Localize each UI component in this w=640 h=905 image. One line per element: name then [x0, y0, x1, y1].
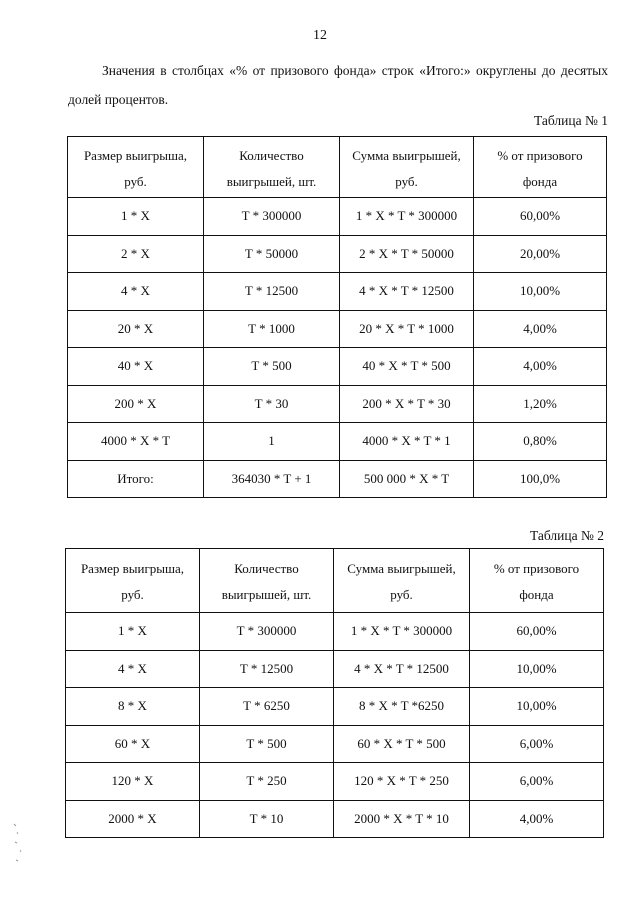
- column-header-line: руб.: [121, 587, 144, 602]
- table-cell: 4,00%: [474, 310, 607, 348]
- column-header-line: фонда: [522, 173, 558, 189]
- table-cell: T * 50000: [204, 235, 340, 273]
- table-cell: 2 * X * T * 50000: [340, 235, 474, 273]
- table1-caption: Таблица № 1: [534, 113, 608, 128]
- table-cell: 60,00%: [474, 198, 607, 236]
- table-cell: 0,80%: [474, 423, 607, 461]
- column-header-line: Количество: [239, 147, 304, 163]
- column-header-line: руб.: [395, 173, 418, 189]
- column-header-line: Сумма выигрышей,: [352, 147, 461, 163]
- table-cell: 1 * X * T * 300000: [334, 613, 470, 651]
- column-header-line: Сумма выигрышей,: [347, 561, 456, 576]
- column-header-line: фонда: [519, 587, 554, 602]
- column-header-line: % от призового: [497, 147, 583, 163]
- table-cell: 4 * X * T * 12500: [334, 650, 470, 688]
- prize-table-1: [67, 136, 607, 498]
- table-cell: T * 10: [200, 800, 334, 838]
- table-header-row: [68, 137, 607, 198]
- table-cell: 8 * X * T *6250: [334, 688, 470, 726]
- table-cell: 10,00%: [470, 650, 604, 688]
- table-row: [68, 310, 607, 348]
- intro-paragraph: Значения в столбцах «% от призового фонда» строк «Итого:» округлены до десятых долей процентов.: [68, 63, 608, 107]
- column-header: [68, 137, 204, 198]
- table-cell: 6,00%: [470, 725, 604, 763]
- table-cell: 120 * X: [66, 763, 200, 801]
- table-row: [68, 348, 607, 386]
- table-cell: 1,20%: [474, 385, 607, 423]
- table-row: [66, 725, 604, 763]
- table-cell: 200 * X: [68, 385, 204, 423]
- table-cell: 6,00%: [470, 763, 604, 801]
- column-header-line: выигрышей, шт.: [226, 173, 317, 189]
- column-header-line: Размер выигрыша,: [80, 561, 185, 576]
- table-cell: 40 * X * T * 500: [340, 348, 474, 386]
- table-cell: T * 300000: [200, 613, 334, 651]
- table-cell: T * 500: [204, 348, 340, 386]
- table-cell: 1 * X: [68, 198, 204, 236]
- column-header-line: Размер выигрыша,: [83, 147, 188, 163]
- table-cell: 10,00%: [474, 273, 607, 311]
- table-cell: T * 1000: [204, 310, 340, 348]
- table-row: [68, 198, 607, 236]
- table-cell: 1: [204, 423, 340, 461]
- table-cell: 20 * X * T * 1000: [340, 310, 474, 348]
- table-header-row: [66, 549, 604, 613]
- table-cell: 2 * X: [68, 235, 204, 273]
- table-cell: 1 * X * T * 300000: [340, 198, 474, 236]
- column-header: [470, 549, 604, 613]
- column-header-line: руб.: [124, 173, 147, 189]
- table-cell: 2000 * X * T * 10: [334, 800, 470, 838]
- column-header: [200, 549, 334, 613]
- table-cell: 2000 * X: [66, 800, 200, 838]
- table-cell: Итого:: [68, 460, 204, 498]
- table-cell: T * 12500: [200, 650, 334, 688]
- table-cell: 60 * X * T * 500: [334, 725, 470, 763]
- table-cell: 40 * X: [68, 348, 204, 386]
- table-row: [66, 650, 604, 688]
- table-cell: 4 * X: [66, 650, 200, 688]
- column-header-line: Количество: [234, 561, 299, 576]
- table-row: [66, 800, 604, 838]
- table-cell: 20,00%: [474, 235, 607, 273]
- table-cell: 60 * X: [66, 725, 200, 763]
- column-header: [204, 137, 340, 198]
- table-row: [68, 460, 607, 498]
- table-cell: T * 12500: [204, 273, 340, 311]
- table-row: [68, 273, 607, 311]
- column-header-line: % от призового: [493, 561, 580, 576]
- table-cell: 364030 * T + 1: [204, 460, 340, 498]
- column-header-line: руб.: [390, 587, 413, 602]
- column-header: [474, 137, 607, 198]
- table-cell: 10,00%: [470, 688, 604, 726]
- table-cell: 4000 * X * T * 1: [340, 423, 474, 461]
- prize-table-2: [65, 548, 604, 838]
- table-cell: T * 6250: [200, 688, 334, 726]
- table-cell: 1 * X: [66, 613, 200, 651]
- table-cell: T * 500: [200, 725, 334, 763]
- table-row: [68, 385, 607, 423]
- table-row: [68, 235, 607, 273]
- table-row: [66, 763, 604, 801]
- table-row: [66, 688, 604, 726]
- table-row: [68, 423, 607, 461]
- table-cell: T * 250: [200, 763, 334, 801]
- table-cell: 60,00%: [470, 613, 604, 651]
- column-header: [66, 549, 200, 613]
- table-cell: 120 * X * T * 250: [334, 763, 470, 801]
- table-cell: 20 * X: [68, 310, 204, 348]
- page-number: 12: [313, 28, 327, 43]
- column-header: [340, 137, 474, 198]
- table-cell: T * 300000: [204, 198, 340, 236]
- column-header-line: выигрышей, шт.: [221, 587, 312, 602]
- table-row: [66, 613, 604, 651]
- table-cell: 4 * X * T * 12500: [340, 273, 474, 311]
- table-cell: 4,00%: [470, 800, 604, 838]
- table-cell: 4 * X: [68, 273, 204, 311]
- column-header: [334, 549, 470, 613]
- table2-caption: Таблица № 2: [530, 528, 604, 543]
- table-cell: 200 * X * T * 30: [340, 385, 474, 423]
- table-cell: 100,0%: [474, 460, 607, 498]
- table-cell: 500 000 * X * T: [340, 460, 474, 498]
- scan-artifact-marks: [12, 820, 26, 870]
- table-cell: 8 * X: [66, 688, 200, 726]
- table-cell: T * 30: [204, 385, 340, 423]
- table-cell: 4000 * X * T: [68, 423, 204, 461]
- table-cell: 4,00%: [474, 348, 607, 386]
